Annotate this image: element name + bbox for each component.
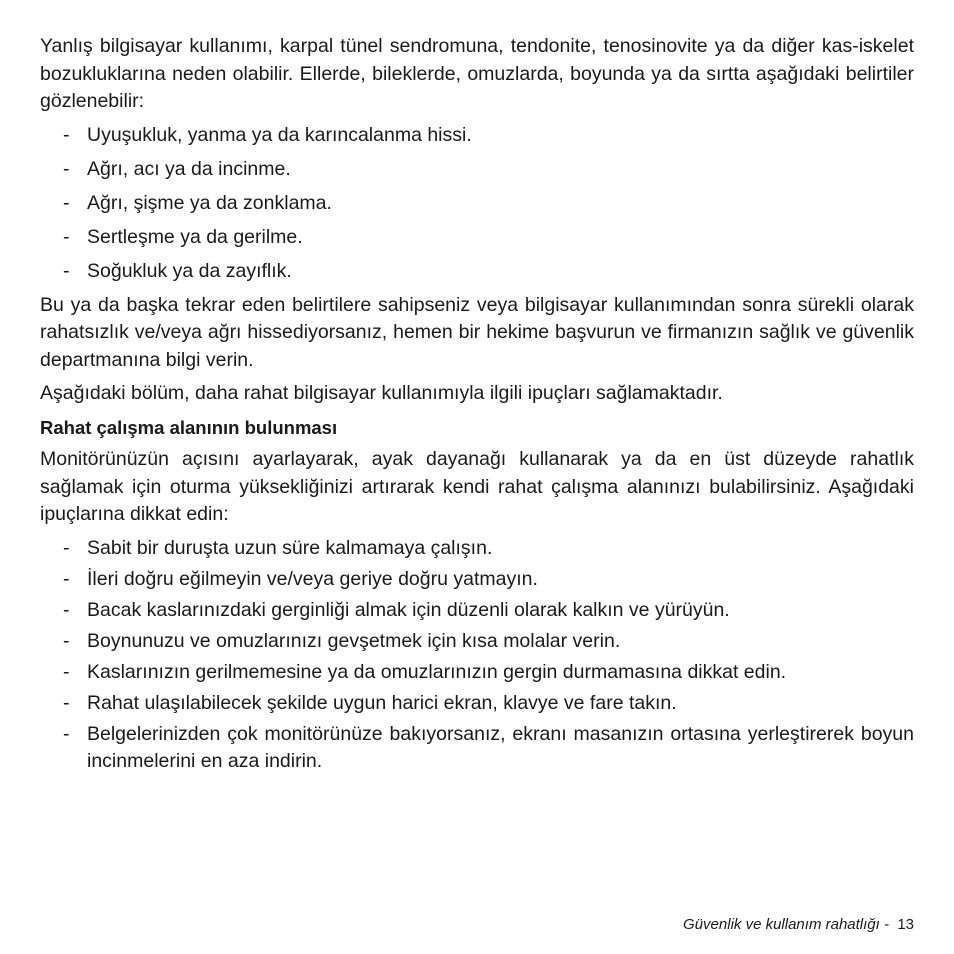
section-heading: Rahat çalışma alanının bulunması xyxy=(40,416,338,438)
list-item-text: İleri doğru eğilmeyin ve/veya geriye doğru yatmayın. xyxy=(87,567,538,590)
list-item xyxy=(40,190,914,218)
list-item-text: Uyuşukluk, yanma ya da karıncalanma hissi. xyxy=(87,123,472,146)
list-item xyxy=(40,156,914,184)
symptoms-list xyxy=(40,122,914,286)
page-number: 13 xyxy=(897,916,914,933)
list-item-text: Belgelerinizden çok monitörünüze bakıyorsanız, ekranı masanızın ortasına yerleştirerek boyun incinmelerini en aza indirin. xyxy=(87,722,914,772)
bullet-dash: - xyxy=(63,567,70,590)
bullet-dash: - xyxy=(63,123,70,146)
list-item-text: Ağrı, acı ya da incinme. xyxy=(87,157,291,180)
list-item-text: Kaslarınızın gerilmemesine ya da omuzlarınızın gergin durmamasına dikkat edin. xyxy=(87,660,787,683)
list-item xyxy=(40,690,914,718)
bullet-dash: - xyxy=(63,691,70,714)
section-intro-paragraph: Aşağıdaki bölüm, daha rahat bilgisayar kullanımıyla ilgili ipuçları sağlamaktadır. xyxy=(40,382,723,404)
list-item xyxy=(40,721,914,776)
list-item xyxy=(40,597,914,625)
list-item-text: Boynunuzu ve omuzlarınızı gevşetmek için kısa molalar verin. xyxy=(87,629,621,652)
list-item-text: Sabit bir duruşta uzun süre kalmamaya çalışın. xyxy=(87,536,493,559)
workspace-intro-paragraph: Monitörünüzün açısını ayarlayarak, ayak dayanağı kullanarak ya da en üst düzeyde rahatlık sağlamak için oturma yüksekliğinizi artırarak kendi rahat çalışma alanınızı bulabilirsiniz. Aşağıdaki ipuçlarına dikkat edin: xyxy=(40,448,914,525)
list-item-text: Sertleşme ya da gerilme. xyxy=(87,225,303,248)
list-item xyxy=(40,224,914,252)
list-item xyxy=(40,566,914,594)
list-item xyxy=(40,659,914,687)
bullet-dash: - xyxy=(63,722,70,745)
list-item-text: Bacak kaslarınızdaki gerginliği almak için düzenli olarak kalkın ve yürüyün. xyxy=(87,598,730,621)
list-item xyxy=(40,628,914,656)
footer-section-title: Güvenlik ve kullanım rahatlığı - xyxy=(683,916,889,933)
document-body xyxy=(40,33,914,782)
bullet-dash: - xyxy=(63,191,70,214)
list-item-text: Ağrı, şişme ya da zonklama. xyxy=(87,191,332,214)
bullet-dash: - xyxy=(63,157,70,180)
list-item xyxy=(40,258,914,286)
bullet-dash: - xyxy=(63,660,70,683)
advice-paragraph: Bu ya da başka tekrar eden belirtilere sahipseniz veya bilgisayar kullanımından sonra sürekli olarak rahatsızlık ve/veya ağrı hissediyorsanız, hemen bir hekime başvurun ve firmanızın sağlık ve güvenlik departmanına bilgi verin. xyxy=(40,293,914,371)
bullet-dash: - xyxy=(63,629,70,652)
list-item xyxy=(40,535,914,563)
bullet-dash: - xyxy=(63,598,70,621)
list-item-text: Rahat ulaşılabilecek şekilde uygun harici ekran, klavye ve fare takın. xyxy=(87,691,677,714)
bullet-dash: - xyxy=(63,536,70,559)
list-item xyxy=(40,122,914,150)
list-item-text: Soğukluk ya da zayıflık. xyxy=(87,259,292,282)
bullet-dash: - xyxy=(63,259,70,282)
page-footer xyxy=(683,916,914,933)
tips-list xyxy=(40,535,914,776)
intro-paragraph: Yanlış bilgisayar kullanımı, karpal tünel sendromuna, tendonite, tenosinovite ya da diğer kas-iskelet bozukluklarına neden olabilir. Ellerde, bileklerde, omuzlarda, boyunda ya da sırtta aşağıdaki belirtiler gözlenebilir: xyxy=(40,35,914,112)
bullet-dash: - xyxy=(63,225,70,248)
